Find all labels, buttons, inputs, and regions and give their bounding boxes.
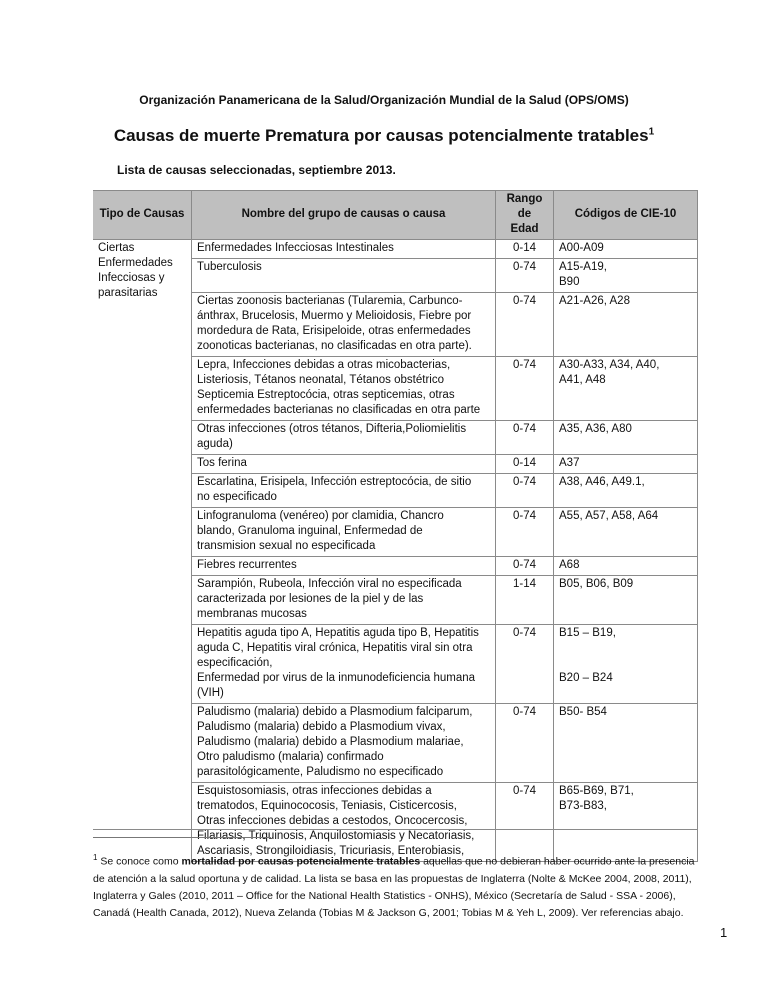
age-range-cell: 0-74	[496, 474, 554, 508]
age-range-cell: 0-74	[496, 421, 554, 455]
col-header-age: Rango de Edad	[496, 191, 554, 240]
footnote-ref[interactable]: 1	[648, 126, 655, 138]
cause-name-cell: Otras infecciones (otros tétanos, Difteria,Poliomielitis aguda)	[192, 421, 496, 455]
age-range-cell: 1-14	[496, 576, 554, 625]
age-range-cell: 0-74	[496, 625, 554, 704]
footnote	[93, 849, 703, 922]
footnote-text: aquellas que no debieran haber ocurrido ante la presencia de atención a la salud oportuna y de calidad. La lista se basa en las propuestas de Inglaterra (Nolte & McKee 2004, 2008, 2011), Inglaterra y Gales (2010, 2011 – Office for the National Health Statistics - ONHS), México (Secretaría de Salud - SSA - 2006), Canadá (Health Canada, 2012), Nueva Zelanda (Tobias M & Jackson G, 2001; Tobias M & Yeh L, 2009). Ver referencias abajo.	[93, 855, 695, 919]
page-number: 1	[720, 925, 728, 940]
cause-name-cell: Tos ferina	[192, 455, 496, 474]
age-range-cell: 0-74	[496, 704, 554, 783]
icd10-codes-cell: B65-B69, B71, B73-B83,	[554, 783, 698, 862]
age-range-cell: 0-74	[496, 783, 554, 862]
cause-name-cell: Lepra, Infecciones debidas a otras micobacterias, Listeriosis, Tétanos neonatal, Tétanos obstétrico Septicemia Estreptocócia, otras septicemias, otras enfermedades bacterianas no clasificadas en otra parte	[192, 357, 496, 421]
cause-name-cell: Fiebres recurrentes	[192, 557, 496, 576]
col-header-codes: Códigos de CIE-10	[554, 191, 698, 240]
cause-name-cell: Tuberculosis	[192, 259, 496, 293]
age-range-cell: 0-14	[496, 455, 554, 474]
table-header-row	[93, 191, 698, 240]
icd10-codes-cell: B50- B54	[554, 704, 698, 783]
age-range-cell: 0-74	[496, 293, 554, 357]
col-header-name: Nombre del grupo de causas o causa	[192, 191, 496, 240]
cause-name-cell: Sarampión, Rubeola, Infección viral no especificada caracterizada por lesiones de la piel y de las membranas mucosas	[192, 576, 496, 625]
table-bottom-border	[93, 829, 698, 830]
icd10-codes-cell: A55, A57, A58, A64	[554, 508, 698, 557]
age-range-cell: 0-74	[496, 557, 554, 576]
title-text: Causas de muerte Prematura por causas potencialmente tratables	[113, 126, 649, 145]
icd10-codes-cell: B05, B06, B09	[554, 576, 698, 625]
icd10-codes-cell: A30-A33, A34, A40, A41, A48	[554, 357, 698, 421]
icd10-codes-cell: A38, A46, A49.1,	[554, 474, 698, 508]
col-header-type: Tipo de Causas	[93, 191, 192, 240]
causes-table	[93, 190, 698, 862]
cause-name-cell: Escarlatina, Erisipela, Infección estreptocócia, de sitio no especificado	[192, 474, 496, 508]
age-range-cell: 0-74	[496, 259, 554, 293]
footnote-marker: 1	[93, 853, 98, 862]
icd10-codes-cell: A68	[554, 557, 698, 576]
cause-name-cell: Linfogranuloma (venéreo) por clamidia, Chancro blando, Granuloma inguinal, Enfermedad de transmision sexual no especificada	[192, 508, 496, 557]
footnote-bold-term: mortalidad por causas potencialmente tratables	[181, 855, 421, 868]
cause-name-cell: Paludismo (malaria) debido a Plasmodium falciparum, Paludismo (malaria) debido a Plasmodium vivax, Paludismo (malaria) debido a Plasmodium malariae, Otro paludismo (malaria) confirmado parasitológicamente, Paludismo no especificado	[192, 704, 496, 783]
cause-name-cell: Hepatitis aguda tipo A, Hepatitis aguda tipo B, Hepatitis aguda C, Hepatitis viral crónica, Hepatitis viral sin otra especificación, Enfermedad por virus de la inmunodeficiencia humana (VIH)	[192, 625, 496, 704]
icd10-codes-cell: A35, A36, A80	[554, 421, 698, 455]
cause-type-cell: Ciertas Enfermedades Infecciosas y parasitarias	[93, 240, 192, 862]
footnote-separator	[93, 837, 271, 838]
icd10-codes-cell: A21-A26, A28	[554, 293, 698, 357]
icd10-codes-cell: A37	[554, 455, 698, 474]
age-range-cell: 0-74	[496, 357, 554, 421]
age-range-cell: 0-74	[496, 508, 554, 557]
icd10-codes-cell: A15-A19, B90	[554, 259, 698, 293]
icd10-codes-cell: A00-A09	[554, 240, 698, 259]
subtitle: Lista de causas seleccionadas, septiembre 2013.	[117, 163, 396, 177]
cause-name-cell: Ciertas zoonosis bacterianas (Tularemia, Carbunco- ánthrax, Brucelosis, Muermo y Melioidosis, Fiebre por mordedura de Rata, Erisipeloide, otras enfermedades zoonoticas bacterianas, no clasificadas en otra parte).	[192, 293, 496, 357]
icd10-codes-cell: B15 – B19, B20 – B24	[554, 625, 698, 704]
cause-name-cell: Enfermedades Infecciosas Intestinales	[192, 240, 496, 259]
age-range-cell: 0-14	[496, 240, 554, 259]
organization-heading: Organización Panamericana de la Salud/Organización Mundial de la Salud (OPS/OMS)	[139, 93, 629, 107]
table-row	[93, 240, 698, 259]
cause-name-cell: Esquistosomiasis, otras infecciones debidas a trematodos, Equinococosis, Teniasis, Cisticercosis, Otras infecciones debidas a cestodos, Oncocercosis, Filariasis, Triquinosis, Anquilostomiasis y Necatoriasis, Ascariasis, Strongiloidiasis, Tricuriasis, Enterobiasis,	[192, 783, 496, 862]
footnote-lead: Se conoce como	[97, 855, 182, 868]
document-title	[0, 126, 768, 146]
